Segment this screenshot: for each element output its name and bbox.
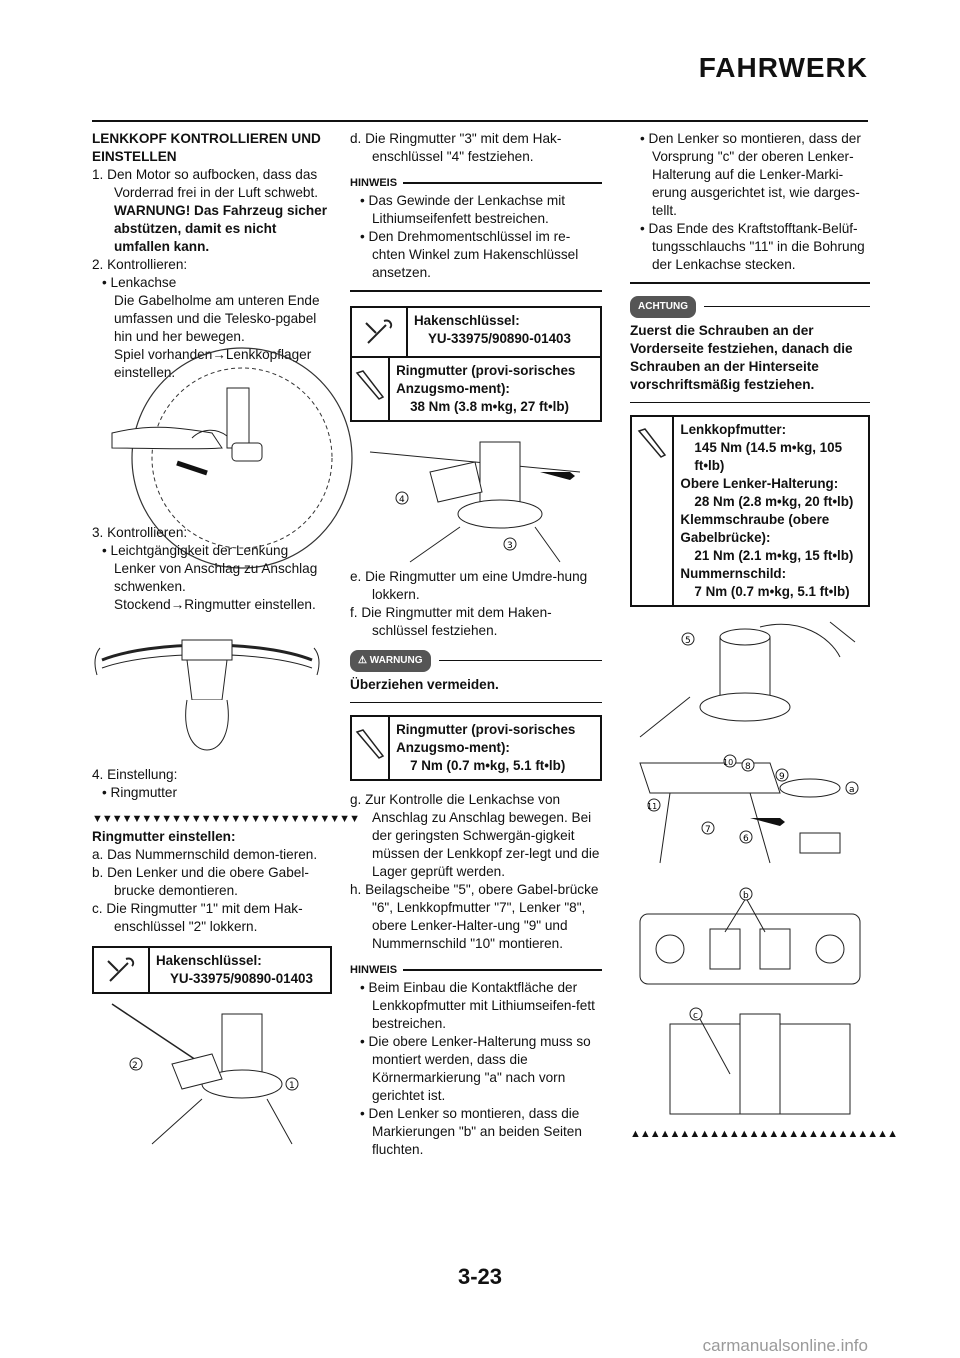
warning-text: Überziehen vermeiden. <box>350 676 499 692</box>
procedure-start-marker: ▼▼▼▼▼▼▼▼▼▼▼▼▼▼▼▼▼▼▼▼▼▼▼▼▼▼▼ <box>92 813 359 825</box>
label-8: 8 <box>745 762 751 772</box>
column-2 <box>350 130 602 1159</box>
step-3-bullet: • Leichtgängigkeit der Lenkung <box>102 543 289 558</box>
note-1-header: HINWEIS <box>350 174 602 192</box>
watermark: carmanualsonline.info <box>702 1336 868 1355</box>
torque-1-value: 145 Nm (14.5 m•kg, 105 ft•lb) <box>694 440 843 473</box>
note-1-end-rule <box>350 290 602 292</box>
note-2-bullet-3: • Den Lenker so montieren, dass die Markierungen "b" an beiden Seiten fluchten. <box>360 1106 582 1157</box>
header-rule <box>92 120 868 122</box>
caution-text: Zuerst die Schrauben an der Vorderseite festziehen, danach die Schrauben an der Hinterseite vorschriftsmäßig festziehen. <box>630 322 853 392</box>
step-4-bullet: • Ringmutter <box>102 785 178 800</box>
note-2-end-rule <box>630 282 870 284</box>
label-7: 7 <box>705 825 711 835</box>
spec-box-2 <box>350 715 602 781</box>
note-2-bullet-2: • Die obere Lenker-Halterung muss so montiert werden, dass die Körnermarkierung "a" nach vorn gerichtet ist. <box>360 1034 591 1103</box>
step-3-text: Lenker von Anschlag zu Anschlag schwenken. <box>114 561 318 594</box>
label-2: 2 <box>132 1061 138 1071</box>
step-f: f. Die Ringmutter mit dem Haken-schlüssel festziehen. <box>350 604 552 638</box>
step-2: 2. Kontrollieren: <box>92 257 188 272</box>
step-g: g. Zur Kontrolle die Lenkachse von Anschlag zu Anschlag bewegen. Bei der geringsten Schwergän-gigkeit müssen der Lenkkopf zer-legt und die Lager geprüft werden. <box>350 792 600 879</box>
warning-icon: ⚠ <box>358 654 370 666</box>
label-5: 5 <box>685 636 691 646</box>
label-1: 1 <box>289 1081 295 1091</box>
torque-wrench-icon <box>352 358 390 420</box>
step-b: b. Den Lenker und die obere Gabel-brucke demontieren. <box>92 865 309 898</box>
step-2-bullet: • Lenkachse <box>102 275 177 290</box>
adjust-heading: Ringmutter einstellen: <box>92 829 236 844</box>
handlebar-illustration <box>92 620 322 760</box>
spec-box-1-torque: Ringmutter (provi-sorisches Anzugsmo-ment): 38 Nm (3.8 m•kg, 27 ft•lb) <box>396 362 576 414</box>
wrench-icon <box>352 308 408 356</box>
section-heading: LENKKOPF KONTROLLIEREN UND EINSTELLEN <box>92 131 321 164</box>
step-2-text: Die Gabelholme am unteren Ende umfassen und die Telesko-pgabel hin und her bewegen. <box>114 293 320 344</box>
step-d: d. Die Ringmutter "3" mit dem Hak-enschlüssel "4" festziehen. <box>350 131 562 164</box>
torque-2-title: Obere Lenker-Halterung: <box>680 476 839 491</box>
ring-nut-loosen-illustration <box>92 1004 322 1149</box>
label-3: 3 <box>507 540 513 551</box>
column-3 <box>630 130 897 1143</box>
note-2-bullet-4: • Den Lenker so montieren, dass der Vorsprung "c" der oberen Lenker-Halterung auf die Lenker-Marki-erung ausgerichtet ist, wie darges-tellt. <box>640 131 861 218</box>
spec-box-2-torque: Ringmutter (provi-sorisches Anzugsmo-ment): 7 Nm (0.7 m•kg, 5.1 ft•lb) <box>396 722 576 773</box>
label-11: 11 <box>647 802 658 811</box>
procedure-end-marker: ▲▲▲▲▲▲▲▲▲▲▲▲▲▲▲▲▲▲▲▲▲▲▲▲▲▲▲ <box>630 1128 897 1140</box>
step-e: e. Die Ringmutter um eine Umdre-hung lokkern. <box>350 568 588 602</box>
caution-badge: ACHTUNG <box>630 296 696 318</box>
ring-nut-tighten-illustration <box>350 432 600 562</box>
label-b: b <box>743 891 749 901</box>
bracket-install-illustration <box>630 753 870 878</box>
alignment-marks-illustration <box>630 884 870 1119</box>
step-1: 1. Den Motor so aufbocken, dass das Vorderrad frei in der Luft schwebt. WARNUNG! Das Fahrzeug sicher abstützen, damit es nicht umfallen kann. <box>92 167 328 254</box>
column-1 <box>92 130 359 1155</box>
wrench-icon <box>94 948 150 992</box>
step-2-result: Spiel vorhanden→Lenkkopflager einstellen. <box>114 347 312 380</box>
page-number: 3-23 <box>457 1264 503 1289</box>
warning-end-rule <box>350 702 602 704</box>
note-2-header: HINWEIS <box>350 961 602 979</box>
torque-4-title: Nummernschild: <box>680 566 787 581</box>
label-c: c <box>693 1011 698 1021</box>
washer-install-illustration <box>630 617 870 747</box>
spec-box-1-tool: Hakenschlüssel: YU-33975/90890-01403 <box>414 312 571 346</box>
tool-box-text: Hakenschlüssel: YU-33975/90890-01403 <box>156 953 313 986</box>
warning-badge: ⚠ WARNUNG <box>350 650 431 672</box>
step-3: 3. Kontrollieren: <box>92 525 188 540</box>
label-a: a <box>849 785 855 795</box>
steering-check-illustration <box>92 388 322 518</box>
note-1-bullet-2: • Den Drehmomentschlüssel im re-chten Winkel zum Hakenschlüssel ansetzen. <box>360 229 579 280</box>
torque-spec-list <box>674 417 868 605</box>
label-6: 6 <box>743 834 749 844</box>
note-2-bullet-1: • Beim Einbau die Kontaktfläche der Lenkkopfmutter mit Lithiumseifen-fett bestreichen. <box>360 980 595 1031</box>
tool-box <box>92 946 332 994</box>
step-c: c. Die Ringmutter "1" mit dem Hak-enschlüssel "2" lokkern. <box>92 901 303 934</box>
torque-2-value: 28 Nm (2.8 m•kg, 20 ft•lb) <box>694 494 854 509</box>
label-4: 4 <box>399 494 405 505</box>
step-3-result: Stockend→Ringmutter einstellen. <box>114 597 316 612</box>
torque-4-value: 7 Nm (0.7 m•kg, 5.1 ft•lb) <box>694 584 850 599</box>
torque-spec-box <box>630 415 870 607</box>
torque-3-value: 21 Nm (2.1 m•kg, 15 ft•lb) <box>694 548 854 563</box>
caution-header <box>630 296 870 318</box>
caution-end-rule <box>630 402 870 404</box>
label-9: 9 <box>779 772 785 782</box>
warning-header <box>350 650 602 672</box>
step-4: 4. Einstellung: <box>92 767 178 782</box>
torque-wrench-icon <box>352 717 390 779</box>
note-1-bullet-1: • Das Gewinde der Lenkachse mit Lithiumseifenfett bestreichen. <box>360 193 565 226</box>
step-a: a. Das Nummernschild demon-tieren. <box>92 847 318 862</box>
label-10: 10 <box>723 758 734 767</box>
torque-1-title: Lenkkopfmutter: <box>680 422 787 437</box>
torque-wrench-icon <box>632 417 674 605</box>
torque-3-title: Klemmschraube (obere Gabelbrücke): <box>680 512 830 545</box>
note-2-bullet-5: • Das Ende des Kraftstofftank-Belüf-tungsschlauchs "11" in die Bohrung der Lenkachse stecken. <box>640 221 865 272</box>
chapter-title: FAHRWERK <box>698 52 868 83</box>
spec-box-1 <box>350 306 602 422</box>
step-1-warning: WARNUNG! Das Fahrzeug sicher abstützen, damit es nicht umfallen kann. <box>114 203 328 254</box>
step-h: h. Beilagscheibe "5", obere Gabel-brücke "6", Lenkkopfmutter "7", Lenker "8", obere Lenker-Halter-ung "9" und Nummernschild "10" montieren. <box>350 882 599 951</box>
